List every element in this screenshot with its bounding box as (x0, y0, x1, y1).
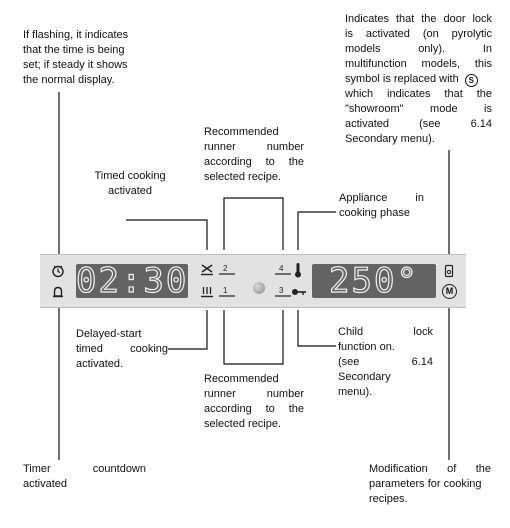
annotation-text: parameters for cooking (369, 478, 482, 490)
annotation-cooking-phase (339, 191, 424, 221)
right-runner-top-icon (274, 263, 292, 277)
annotation-runner-bottom (204, 372, 304, 432)
annotation-text: the normal display. (23, 74, 115, 86)
annotation-text: activated (see 6.14 (345, 118, 492, 130)
right-runner-bottom-icon (274, 285, 292, 299)
annotation-runner-top (204, 125, 304, 185)
annotation-text: which indicates that the (345, 88, 492, 100)
annotation-delayed-start (76, 327, 168, 372)
annotation-text: Recommended (204, 373, 279, 385)
annotation-text: activated (107, 185, 153, 197)
annotation-text: Timed cooking (94, 170, 166, 182)
annotation-child-lock (338, 325, 433, 400)
annotation-text: according to the (204, 156, 304, 168)
annotation-text-line (345, 72, 492, 87)
annotation-text: Secondary menu). (345, 133, 435, 145)
runner-bottom-number: 1 (223, 286, 228, 295)
annotation-text: selected recipe. (204, 171, 282, 183)
annotation-text: models only). In (345, 43, 492, 55)
right-runner-bottom-number: 3 (279, 286, 284, 295)
annotation-text: Modification of the (369, 463, 491, 475)
annotation-text: activated (23, 478, 68, 490)
annotation-text: activated. (76, 358, 124, 370)
annotation-text: "showroom" mode is (345, 103, 492, 115)
right-runner-top-number: 4 (279, 264, 284, 273)
runner-top-number: 2 (223, 264, 228, 273)
key-icon (291, 286, 307, 298)
annotation-modification (369, 462, 491, 507)
annotation-text: is activated (on pyrolytic (345, 28, 492, 40)
annotation-door-lock (345, 12, 492, 147)
annotation-text: timed cooking (76, 343, 168, 355)
control-knob[interactable] (253, 282, 265, 294)
annotation-text: function on. (338, 341, 395, 353)
leader-line-timed-cooking (126, 220, 207, 250)
temperature-display (312, 261, 436, 301)
showroom-symbol-icon: S (465, 74, 478, 87)
thermometer-icon (293, 262, 303, 278)
annotation-timer-countdown (23, 462, 146, 492)
annotation-text: Appliance in (339, 192, 424, 204)
annotation-text: according to the (204, 403, 304, 415)
annotation-text: that the time is being (23, 44, 125, 56)
annotation-text: Timer countdown (23, 463, 146, 475)
annotation-text: runner number (204, 141, 304, 153)
oven-control-panel (40, 254, 466, 308)
leader-line-runner-bottom (224, 310, 283, 364)
annotation-text: Secondary (338, 371, 391, 383)
bell-icon[interactable] (51, 285, 65, 299)
annotation-text: set; if steady it shows (23, 59, 128, 71)
annotation-text: Delayed-start (76, 328, 142, 340)
annotation-text: Indicates that the door lock (345, 13, 492, 25)
leader-line-cooking-phase (298, 212, 336, 250)
annotation-text: runner number (204, 388, 304, 400)
leader-line-runner-top (224, 198, 283, 250)
annotation-text: cooking phase (339, 207, 410, 219)
annotation-text: (see 6.14 (338, 356, 433, 368)
annotation-text: Recommended (204, 126, 279, 138)
delayed-start-icon (200, 285, 214, 299)
leader-line-delayed-start (168, 310, 207, 349)
annotation-text: menu). (338, 386, 373, 398)
mode-button[interactable]: M (442, 284, 457, 299)
annotation-text: symbol is replaced with (345, 73, 459, 85)
runner-level-top-icon (218, 263, 236, 277)
annotation-text: If flashing, it indicates (23, 29, 129, 41)
annotation-text: multifunction models, this (345, 58, 492, 70)
annotation-timed-cooking (82, 169, 178, 199)
clock-icon[interactable] (51, 264, 65, 278)
temperature-display-value: 250° (329, 261, 419, 301)
time-display (76, 261, 189, 301)
annotation-text: recipes. (369, 493, 408, 505)
annotation-text: Child lock (338, 326, 433, 338)
leader-line-child-lock (298, 310, 336, 346)
annotation-flashing-time (23, 28, 148, 88)
timed-cooking-icon (200, 263, 214, 277)
door-lock-icon (443, 264, 455, 278)
runner-level-bottom-icon (218, 285, 236, 299)
annotation-text: selected recipe. (204, 418, 282, 430)
time-display-value: 02:30 (76, 261, 189, 301)
